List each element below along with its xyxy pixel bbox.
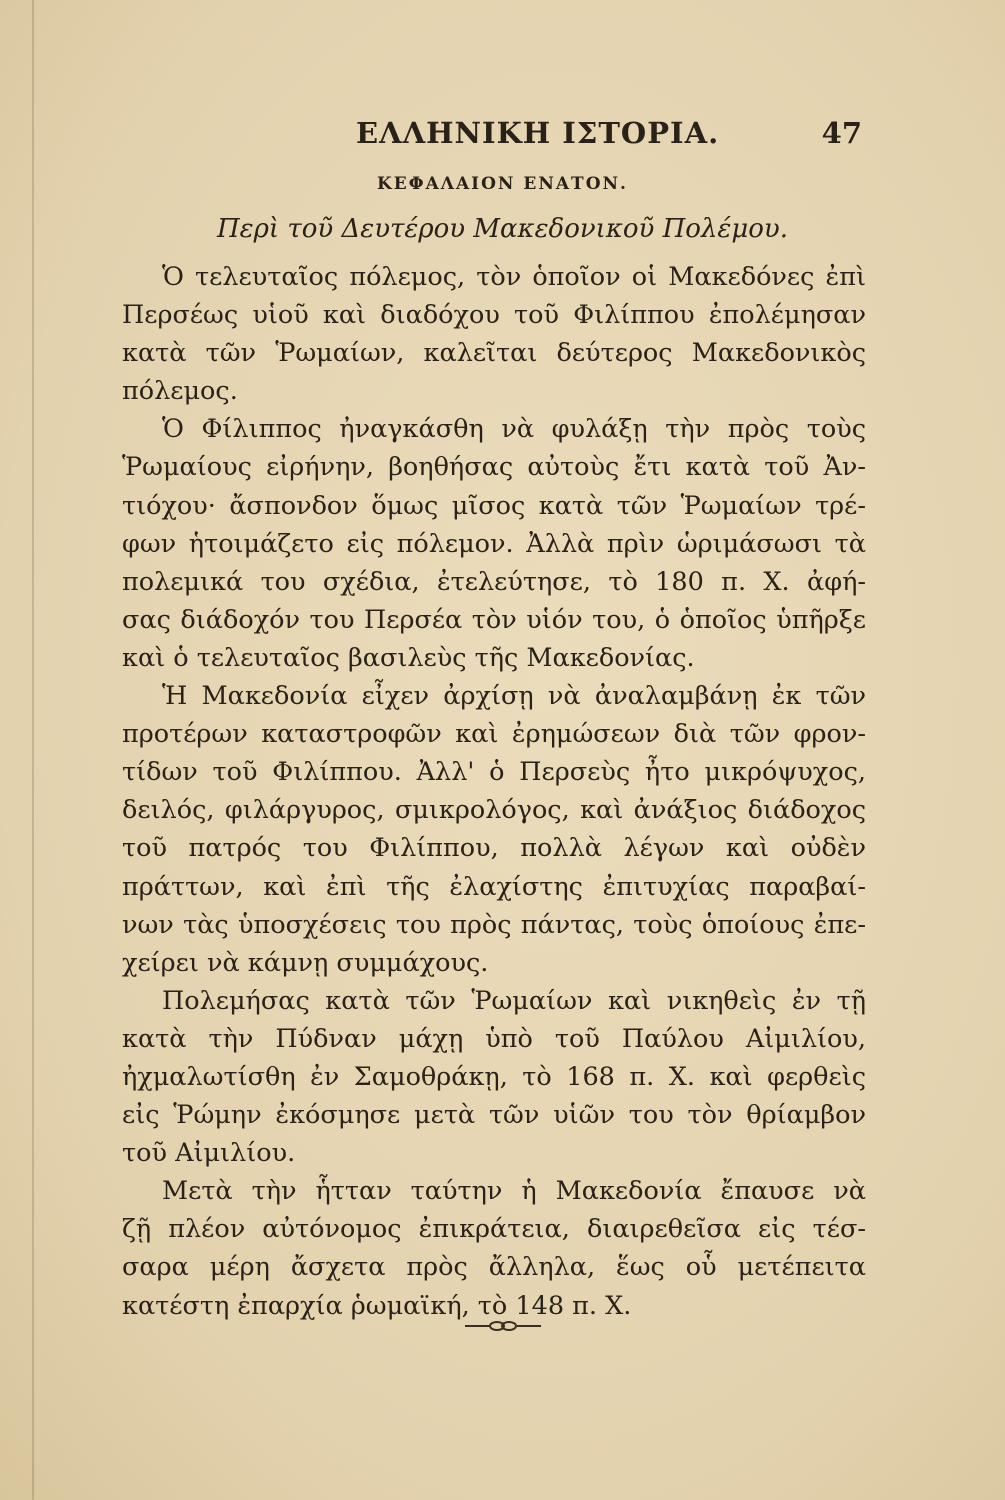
section-title: Περὶ τοῦ Δευτέρου Μακεδονικοῦ Πολέμου. [217,214,788,244]
text-line: Πολεμήσας κατὰ τῶν Ῥωμαίων καὶ νικηθεὶς ἐν τῇ [162,985,866,1016]
text-line: Ἡ Μακεδονία εἶχεν ἀρχίσῃ νὰ ἀναλαμβάνῃ ἐκ τῶν [162,681,866,712]
text-line: προτέρων καταστροφῶν καὶ ἐρημώσεων διὰ τῶν φρον- [122,719,866,750]
text-line: σαρα μέρη ἄσχετα πρὸς ἄλληλα, ἕως οὗ μετέπειτα [122,1252,866,1283]
text-line: Ὁ τελευταῖος πόλεμος, τὸν ὁποῖον οἱ Μακεδόνες ἐπὶ [162,262,866,292]
text-line: Μετὰ τὴν ἧτταν ταύτην ἡ Μακεδονία ἔπαυσε νὰ [162,1176,866,1207]
text-line: τίδων τοῦ Φιλίππου. Ἀλλ' ὁ Περσεὺς ἦτο μικρόψυχος, [122,757,866,788]
body-text [122,258,866,1325]
text-line: δειλός, φιλάργυρος, σμικρολόγος, καὶ ἀνάξιος διάδοχος [122,795,866,826]
page-header [120,116,862,156]
text-line: πόλεμος. [122,376,238,407]
text-line: Ὁ Φίλιππος ἠναγκάσθη νὰ φυλάξῃ τὴν πρὸς τοὺς [162,414,866,445]
text-line: πολεμικά του σχέδια, ἐτελεύτησε, τὸ 180 π. Χ. ἀφή- [122,566,866,597]
text-line: σας διάδοχόν του Περσέα τὸν υἱόν του, ὁ ὁποῖος ὑπῆρξε [122,604,866,635]
text-line: κατέστη ἐπαρχία ῥωμαϊκή, τὸ 148 π. Χ. [122,1290,632,1321]
text-line: κατὰ τῶν Ῥωμαίων, καλεῖται δεύτερος Μακεδονικὸς [122,338,866,369]
text-line: τοῦ Αἰμιλίου. [122,1138,296,1169]
text-line: κατὰ τὴν Πύδναν μάχῃ ὑπὸ τοῦ Παύλου Αἰμιλίου, [122,1023,866,1054]
page-number: 47 [821,116,862,150]
text-line: τοῦ πατρός του Φιλίππου, πολλὰ λέγων καὶ οὐδὲν [122,833,866,864]
text-line: φων ἡτοιμάζετο εἰς πόλεμον. Ἀλλὰ πρὶν ὡριμάσωσι τὰ [122,528,866,559]
text-line: χείρει νὰ κάμνῃ συμμάχους. [122,947,489,978]
text-line: ζῇ πλέον αὐτόνομος ἐπικράτεια, διαιρεθεῖσα εἰς τέσ- [122,1214,866,1245]
text-line: Ῥωμαίους εἰρήνην, βοηθήσας αὐτοὺς ἔτι κατὰ τοῦ Ἀν- [122,452,866,483]
chapter-title: ΚΕΦΑΛΑΙΟΝ ΕΝΑΤΟΝ. [377,174,628,194]
text-line: εἰς Ῥώμην ἐκόσμησε μετὰ τῶν υἱῶν του τὸν θρίαμβον [122,1100,866,1131]
text-line: καὶ ὁ τελευταῖος βασιλεὺς τῆς Μακεδονίας. [122,642,695,673]
text-line: πράττων, καὶ ἐπὶ τῆς ἐλαχίστης ἐπιτυχίας παραβαί- [122,871,866,902]
text-line: τιόχου· ἄσπονδον ὅμως μῖσος κατὰ τῶν Ῥωμαίων τρέ- [122,490,866,521]
text-line: νων τὰς ὑποσχέσεις του πρὸς πάντας, τοὺς ὁποίους ἐπε- [122,909,866,940]
text-line: ἠχμαλωτίσθη ἐν Σαμοθράκῃ, τὸ 168 π. Χ. καὶ φερθεὶς [122,1061,866,1092]
running-title: ΕΛΛΗΝΙΚΗ ΙΣΤΟΡΙΑ. [356,116,720,150]
text-line: Περσέως υἱοῦ καὶ διαδόχου τοῦ Φιλίππου ἐπολέμησαν [122,300,866,331]
flourish-icon [463,1318,543,1334]
end-ornament [0,1318,1005,1338]
